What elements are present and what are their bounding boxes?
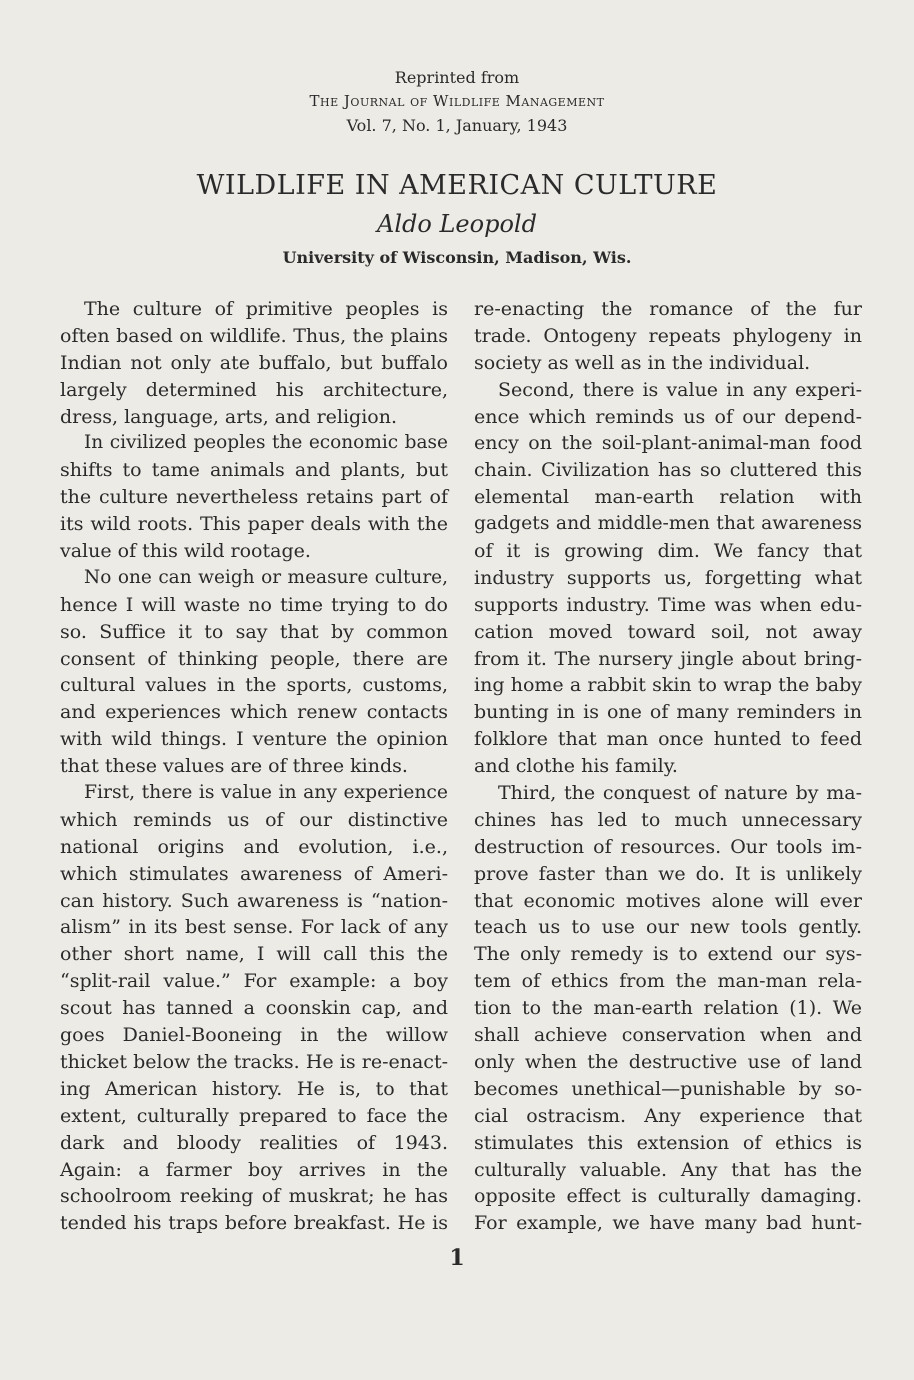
text-line: trade. Ontogeny repeats phylogeny in bbox=[474, 324, 862, 347]
text-line: The culture of primitive peoples is bbox=[84, 298, 448, 320]
text-line: destruction of resources. Our tools im- bbox=[474, 835, 862, 858]
text-line: prove faster than we do. It is unlikely bbox=[474, 862, 862, 885]
right-column bbox=[474, 296, 862, 1237]
text-line: tem of ethics from the man-man rela- bbox=[474, 970, 862, 993]
text-line: which stimulates awareness of Ameri- bbox=[60, 862, 448, 885]
text-line: only when the destructive use of land bbox=[474, 1050, 862, 1073]
text-line: Indian not only ate buffalo, but buffalo bbox=[60, 351, 448, 374]
text-line: the culture nevertheless retains part of bbox=[60, 486, 448, 509]
text-line: Third, the conquest of nature by ma- bbox=[498, 782, 862, 805]
text-line: with wild things. I venture the opinion bbox=[60, 728, 448, 751]
author-affiliation: University of Wisconsin, Madison, Wis. bbox=[282, 248, 632, 267]
text-line: cial ostracism. Any experience that bbox=[474, 1104, 862, 1127]
text-line: scout has tanned a coonskin cap, and bbox=[60, 997, 448, 1020]
text-line: supports industry. Time was when edu- bbox=[474, 593, 862, 616]
text-line: folklore that man once hunted to feed bbox=[474, 728, 862, 751]
text-line: goes Daniel-Booneing in the willow bbox=[60, 1024, 448, 1047]
text-line: bunting in is one of many reminders in bbox=[474, 701, 862, 724]
text-line: industry supports us, forgetting what bbox=[474, 566, 862, 589]
text-line: other short name, I will call this the bbox=[60, 943, 448, 966]
text-line: ency on the soil-plant-animal-man food bbox=[474, 432, 862, 455]
text-line: largely determined his architecture, bbox=[60, 378, 448, 401]
text-line: tion to the man-earth relation (1). We bbox=[474, 997, 862, 1020]
text-line: No one can weigh or measure culture, bbox=[84, 566, 448, 588]
text-line: which reminds us of our distinctive bbox=[60, 808, 448, 831]
text-line: schoolroom reeking of muskrat; he has bbox=[60, 1185, 448, 1208]
text-line: dark and bloody realities of 1943. bbox=[60, 1131, 448, 1154]
journal-name: The Journal of Wildlife Management bbox=[309, 92, 605, 110]
text-line: society as well as in the individual. bbox=[474, 351, 811, 374]
text-line: consent of thinking people, there are bbox=[60, 647, 448, 670]
text-line: and clothe his family. bbox=[474, 755, 678, 778]
text-line: extent, culturally prepared to face the bbox=[60, 1104, 448, 1127]
text-line: that economic motives alone will ever bbox=[474, 889, 862, 912]
text-line: ence which reminds us of our depend- bbox=[474, 405, 862, 428]
text-line: Second, there is value in any experi- bbox=[498, 378, 862, 401]
text-line: can history. Such awareness is “nation- bbox=[60, 889, 448, 912]
text-line: chain. Civilization has so cluttered this bbox=[474, 459, 862, 482]
page-number: 1 bbox=[449, 1245, 465, 1271]
text-line: shall achieve conservation when and bbox=[474, 1024, 862, 1047]
text-line: ing American history. He is, to that bbox=[60, 1077, 448, 1100]
reprint-notice: Reprinted from bbox=[394, 68, 520, 87]
article-author: Aldo Leopold bbox=[377, 210, 537, 238]
text-line: chines has led to much unnecessary bbox=[474, 808, 862, 831]
text-line: cultural values in the sports, customs, bbox=[60, 674, 448, 697]
text-line: from it. The nursery jingle about bring- bbox=[474, 647, 862, 670]
text-line: hence I will waste no time trying to do bbox=[60, 593, 448, 616]
text-line: national origins and evolution, i.e., bbox=[60, 835, 448, 858]
left-column bbox=[60, 296, 448, 1237]
text-line: Again: a farmer boy arrives in the bbox=[60, 1158, 448, 1181]
text-line: ing home a rabbit skin to wrap the baby bbox=[474, 674, 862, 697]
text-line: thicket below the tracks. He is re-enact- bbox=[60, 1050, 448, 1073]
volume-info: Vol. 7, No. 1, January, 1943 bbox=[346, 116, 568, 135]
text-line: becomes unethical—punishable by so- bbox=[474, 1077, 862, 1100]
text-line: stimulates this extension of ethics is bbox=[474, 1131, 862, 1154]
text-line: re-enacting the romance of the fur bbox=[474, 298, 862, 320]
text-line: and experiences which renew contacts bbox=[60, 701, 448, 724]
text-line: so. Suffice it to say that by common bbox=[60, 620, 448, 643]
text-line: elemental man-earth relation with bbox=[474, 486, 862, 509]
text-line: of it is growing dim. We fancy that bbox=[474, 540, 862, 563]
text-line: alism” in its best sense. For lack of any bbox=[60, 916, 448, 939]
text-line: value of this wild rootage. bbox=[60, 540, 311, 563]
text-line: its wild roots. This paper deals with the bbox=[60, 513, 448, 536]
text-line: teach us to use our new tools gently. bbox=[474, 916, 862, 939]
text-line: shifts to tame animals and plants, but bbox=[60, 459, 448, 482]
text-line: In civilized peoples the economic base bbox=[84, 432, 448, 454]
text-line: “split-rail value.” For example: a boy bbox=[60, 970, 448, 993]
text-line: dress, language, arts, and religion. bbox=[60, 405, 397, 428]
text-line: tended his traps before breakfast. He is bbox=[60, 1212, 448, 1235]
text-line: opposite effect is culturally damaging. bbox=[474, 1185, 862, 1208]
text-line: often based on wildlife. Thus, the plains bbox=[60, 324, 448, 347]
text-line: that these values are of three kinds. bbox=[60, 755, 408, 778]
text-line: cation moved toward soil, not away bbox=[474, 620, 862, 643]
text-line: culturally valuable. Any that has the bbox=[474, 1158, 862, 1181]
text-line: The only remedy is to extend our sys- bbox=[474, 943, 862, 966]
article-title: WILDLIFE IN AMERICAN CULTURE bbox=[196, 170, 718, 201]
text-line: For example, we have many bad hunt- bbox=[474, 1212, 862, 1235]
text-line: First, there is value in any experience bbox=[84, 782, 448, 804]
text-line: gadgets and middle-men that awareness bbox=[474, 513, 862, 535]
